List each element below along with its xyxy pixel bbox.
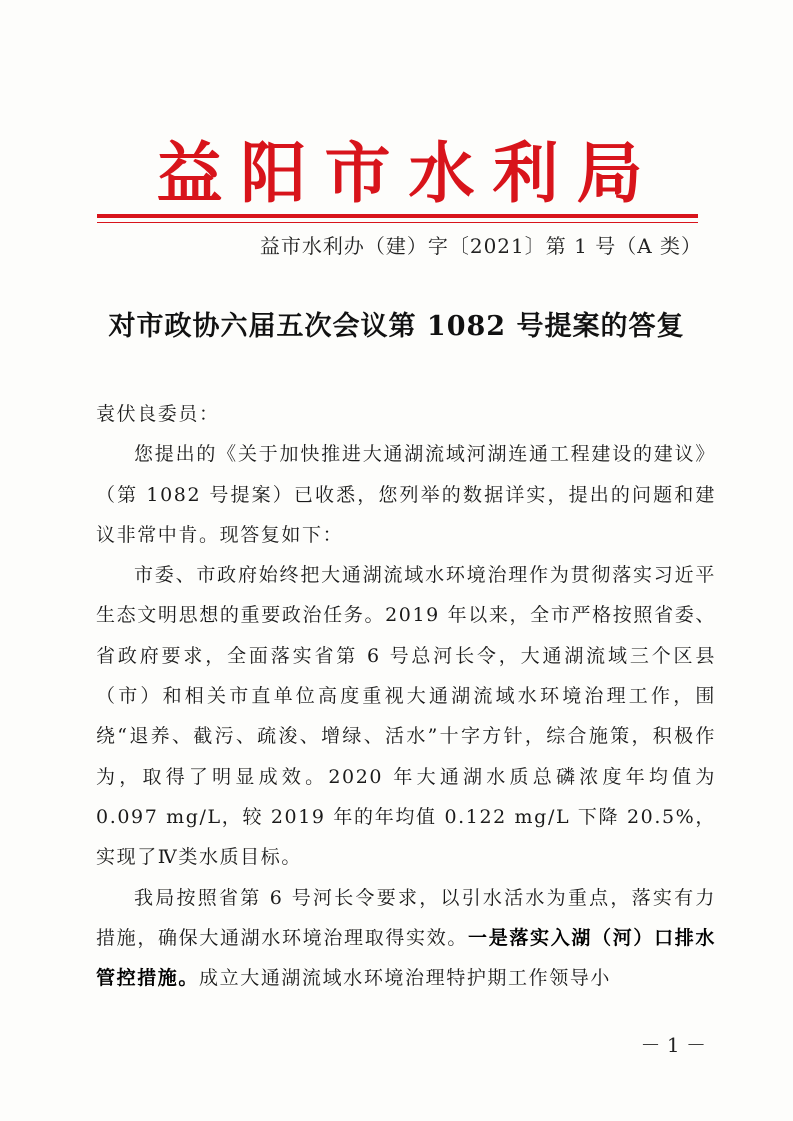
page-number: － 1 － [640, 1033, 706, 1057]
paragraph-3-end: 成立大通湖流域水环境治理特护期工作领导小 [199, 967, 612, 990]
document-number: 益市水利办（建）字〔2021〕第 1 号（A 类） [259, 234, 702, 258]
body-paragraph-3 [96, 878, 716, 999]
paragraph-3-start: 我局按照省第 6 号河长令要求，以引水活水为重点，落实有力措施，确保大通湖水环境治理取得实效。 [96, 886, 716, 949]
salutation: 袁伏良委员： [96, 403, 220, 425]
red-divider-thin [97, 222, 698, 223]
body-paragraph-1: 您提出的《关于加快推进大通湖流域河湖连通工程建设的建议》（第 1082 号提案）已收悉，您列举的数据详实，提出的问题和建议非常中肯。现答复如下： [96, 443, 716, 546]
paragraph-3-bold-heading: 一是落实入湖（河）口排水管控措施。 [96, 926, 717, 990]
body-paragraph-2: 市委、市政府始终把大通湖流域水环境治理作为贯彻落实习近平生态文明思想的重要政治任务。2019 年以来，全市严格按照省委、省政府要求，全面落实省第 6 号总河长令，大通湖流域三个区县（市）和相关市直单位高度重视大通湖流域水环境治理工作，围绕“退养、截污、疏浚、增绿、活水”十字方针，综合施策，积极作为，取得了明显成效。2020 年大通湖水质总磷浓度年均值为 0.097 mg/L，较 2019 年的年均值 0.122 mg/L 下降 20.5%，实现了Ⅳ类水质目标。 [96, 564, 716, 869]
red-divider-thick [97, 214, 698, 218]
document-title: 对市政协六届五次会议第 1082 号提案的答复 [108, 311, 685, 342]
org-name-header: 益阳市水利局 [156, 134, 661, 212]
document-body [96, 394, 716, 998]
